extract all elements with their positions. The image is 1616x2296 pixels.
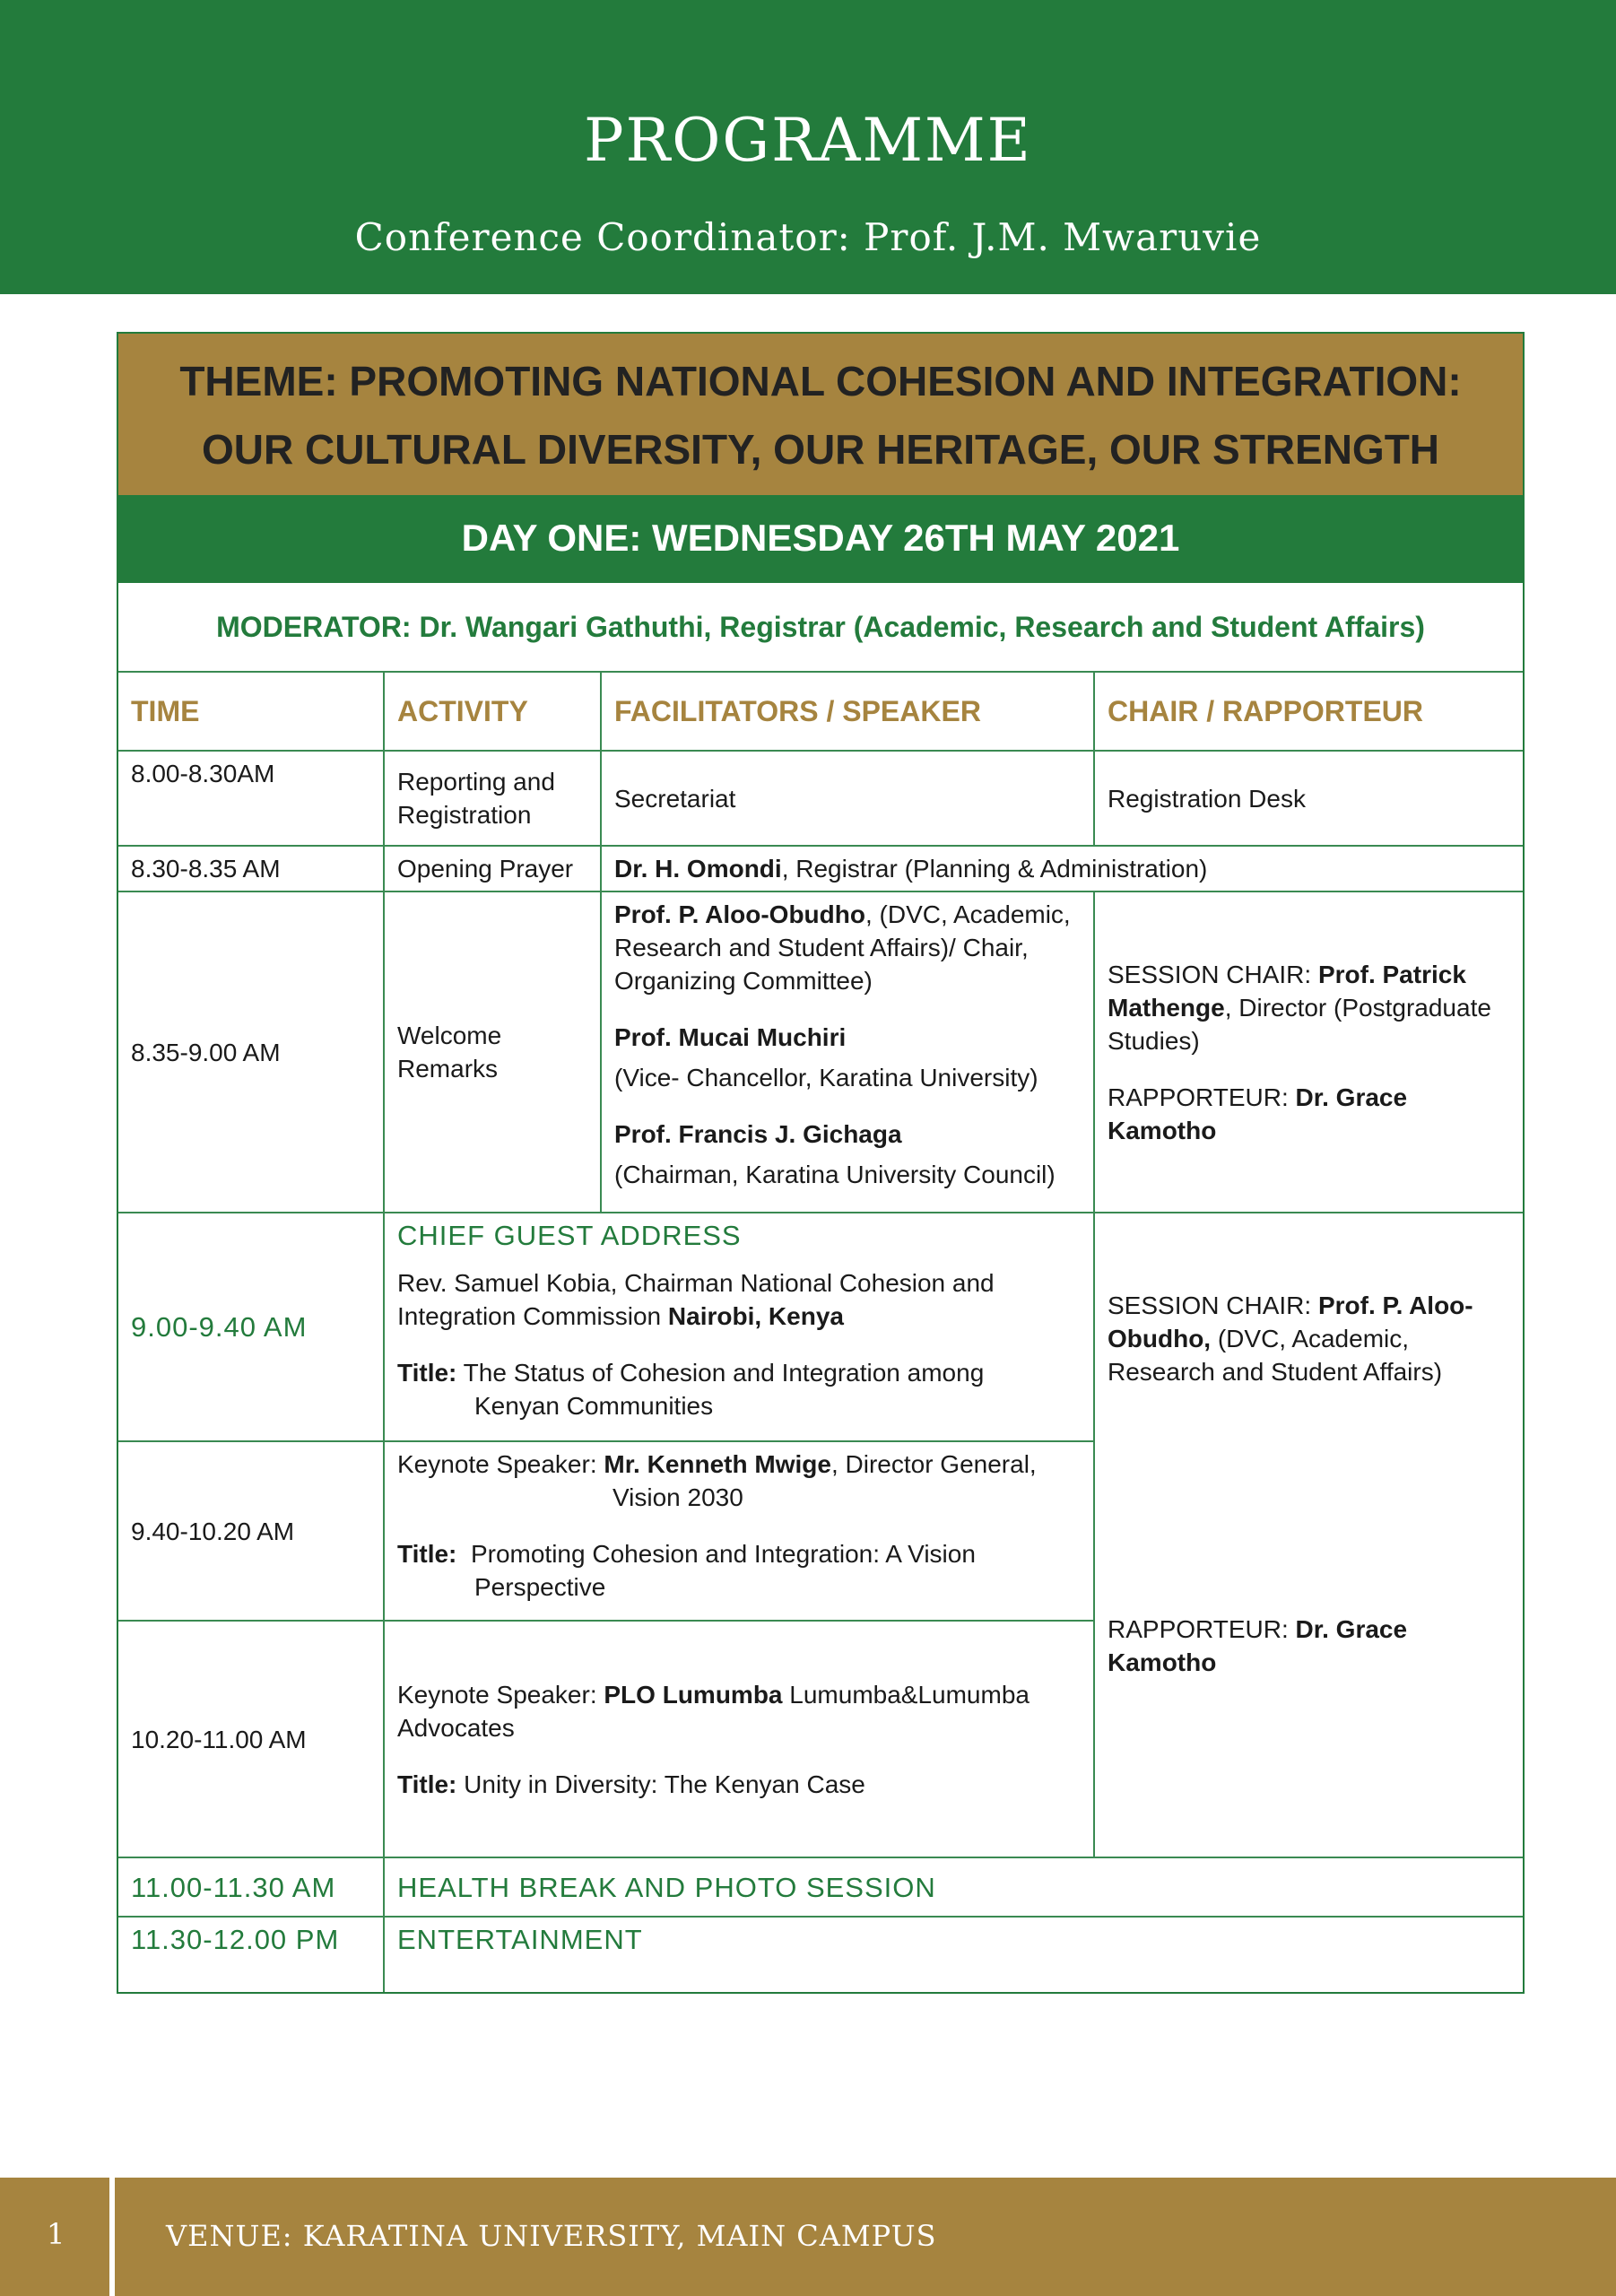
session-chair-name: Prof. P. Aloo-Obudho, — [1108, 1292, 1473, 1352]
speaker-name: Prof. Mucai Muchiri — [614, 1023, 847, 1051]
time-cell: 11.30-12.00 PM — [118, 1917, 384, 1992]
table-row — [118, 1857, 1523, 1917]
speaker-cell — [601, 891, 1094, 1213]
session-chair-label: SESSION CHAIR: — [1108, 960, 1318, 988]
time-cell: 8.35-9.00 AM — [118, 891, 384, 1213]
speaker-role: Lumumba&Lumumba Advocates — [397, 1680, 1030, 1742]
activity-cell: Welcome Remarks — [384, 891, 601, 1213]
activity-cell: HEALTH BREAK AND PHOTO SESSION — [384, 1857, 1523, 1917]
table-row — [118, 846, 1523, 891]
column-header-time: TIME — [118, 672, 384, 751]
session-chair-role: , Director (Postgraduate Studies) — [1108, 993, 1491, 1055]
time-cell: 11.00-11.30 AM — [118, 1857, 384, 1917]
conference-coordinator: Conference Coordinator: Prof. J.M. Mwaruvie — [354, 215, 1262, 259]
column-header-chair: CHAIR / RAPPORTEUR — [1094, 672, 1523, 751]
speaker-name: Mr. Kenneth Mwige — [604, 1450, 831, 1478]
chair-cell: Registration Desk — [1094, 751, 1523, 846]
title-label: Title: — [397, 1770, 457, 1798]
page-title: PROGRAMME — [584, 106, 1032, 175]
activity-cell: Opening Prayer — [384, 846, 601, 891]
chair-cell — [1094, 891, 1523, 1213]
venue-text: VENUE: KARATINA UNIVERSITY, MAIN CAMPUS — [166, 2219, 937, 2253]
activity-cell: Reporting and Registration — [384, 751, 601, 846]
header-banner — [0, 0, 1616, 294]
talk-title-cont: Kenyan Communities — [474, 1392, 714, 1420]
time-cell: 8.00-8.30AM — [118, 751, 384, 846]
activity-cell: ENTERTAINMENT — [384, 1917, 1523, 1992]
title-label: Title: — [397, 1540, 457, 1568]
schedule-table — [118, 671, 1523, 1992]
table-row — [118, 751, 1523, 846]
rapporteur-name: Dr. Grace Kamotho — [1108, 1083, 1408, 1144]
moderator-line: MODERATOR: Dr. Wangari Gathuthi, Registrar (Academic, Research and Student Affairs) — [118, 581, 1523, 671]
column-header-row — [118, 672, 1523, 751]
keynote-cell — [384, 1621, 1094, 1857]
table-row — [118, 891, 1523, 1213]
speaker-role-cont: Vision 2030 — [613, 1483, 743, 1511]
session-2-chair-cell — [1094, 1213, 1523, 1857]
speaker-name: PLO Lumumba — [604, 1680, 783, 1709]
session-chair-role: (DVC, Academic, Research and Student Affairs) — [1108, 1325, 1443, 1386]
speaker-role: Rev. Samuel Kobia, Chairman National Cohesion and Integration Commission — [397, 1269, 995, 1330]
time-cell: 8.30-8.35 AM — [118, 846, 384, 891]
day-banner: DAY ONE: WEDNESDAY 26TH MAY 2021 — [118, 495, 1523, 581]
time-cell: 9.40-10.20 AM — [118, 1441, 384, 1621]
time-cell: 10.20-11.00 AM — [118, 1621, 384, 1857]
talk-title: Promoting Cohesion and Integration: A Vision — [470, 1540, 976, 1568]
speaker-role: , (DVC, Academic, Research and Student Affairs)/ Chair, Organizing Committee) — [614, 900, 1071, 995]
theme-banner — [118, 334, 1523, 495]
footer-divider — [109, 2178, 115, 2296]
keynote-label: Keynote Speaker: — [397, 1450, 604, 1478]
session-chair-name: Prof. Patrick Mathenge — [1108, 960, 1466, 1022]
speaker-name: Prof. Francis J. Gichaga — [614, 1120, 902, 1148]
speaker-cell: Secretariat — [601, 751, 1094, 846]
keynote-cell — [384, 1441, 1094, 1621]
keynote-label: Keynote Speaker: — [397, 1680, 604, 1709]
time-cell: 9.00-9.40 AM — [118, 1213, 384, 1441]
talk-title-cont: Perspective — [474, 1573, 606, 1601]
speaker-role: (Vice- Chancellor, Karatina University) — [614, 1064, 1038, 1091]
footer-bar — [0, 2178, 1616, 2296]
rapporteur-label: RAPPORTEUR: — [1108, 1615, 1296, 1643]
chief-guest-heading: CHIEF GUEST ADDRESS — [397, 1220, 742, 1251]
speaker-name: Dr. H. Omondi — [614, 855, 782, 883]
speaker-role: , Registrar (Planning & Administration) — [781, 855, 1208, 883]
column-header-activity: ACTIVITY — [384, 672, 601, 751]
table-row — [118, 1213, 1523, 1441]
speaker-name: Prof. P. Aloo-Obudho — [614, 900, 865, 928]
rapporteur-label: RAPPORTEUR: — [1108, 1083, 1296, 1111]
chief-guest-cell — [384, 1213, 1094, 1441]
speaker-cell — [601, 846, 1523, 891]
theme-line-2: OUR CULTURAL DIVERSITY, OUR HERITAGE, OUR STRENGTH — [201, 426, 1440, 473]
speaker-role: , Director General, — [830, 1450, 1037, 1478]
programme-table — [117, 332, 1525, 1994]
title-label: Title: — [397, 1359, 457, 1387]
speaker-location: Nairobi, Kenya — [667, 1302, 844, 1330]
session-chair-label: SESSION CHAIR: — [1108, 1292, 1318, 1319]
column-header-speaker: FACILITATORS / SPEAKER — [601, 672, 1094, 751]
speaker-role: (Chairman, Karatina University Council) — [614, 1161, 1056, 1188]
table-row — [118, 1917, 1523, 1992]
theme-line-1: THEME: PROMOTING NATIONAL COHESION AND INTEGRATION: — [179, 358, 1462, 404]
rapporteur-name: Dr. Grace Kamotho — [1108, 1615, 1408, 1676]
talk-title: The Status of Cohesion and Integration among — [463, 1359, 985, 1387]
talk-title: Unity in Diversity: The Kenyan Case — [464, 1770, 865, 1798]
page-number: 1 — [47, 2217, 65, 2251]
